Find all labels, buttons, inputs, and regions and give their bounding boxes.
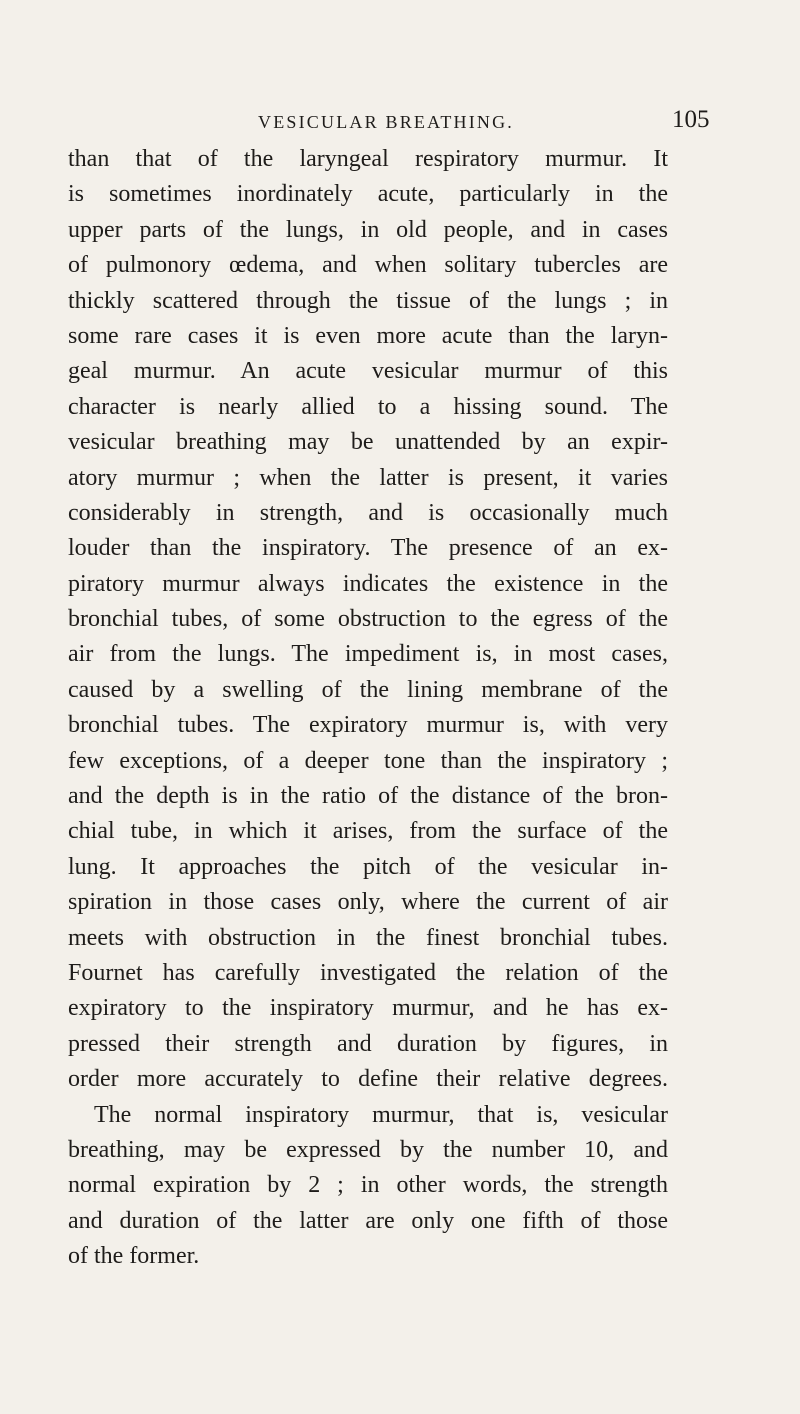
text-line: considerably in strength, and is occasionally much [68,499,668,526]
text-line: air from the lungs. The impediment is, in most cases, [68,641,668,668]
text-line: pressed their strength and duration by figures, in [68,1030,668,1057]
text-line: chial tube, in which it arises, from the surface of the [68,818,668,845]
text-line: geal murmur. An acute vesicular murmur of this [68,358,668,385]
text-line: and the depth is in the ratio of the distance of the bron- [68,783,668,810]
text-line: Fournet has carefully investigated the relation of the [68,959,668,986]
text-line: than that of the laryngeal respiratory murmur. It [68,146,668,172]
text-line: order more accurately to define their relative degrees. [68,1066,668,1093]
text-line: is sometimes inordinately acute, particularly in the [68,181,668,208]
text-line: bronchial tubes. The expiratory murmur is, with very [68,712,668,739]
text-line: caused by a swelling of the lining membrane of the [68,676,668,703]
text-line: expiratory to the inspiratory murmur, and he has ex- [68,995,668,1022]
text-line: few exceptions, of a deeper tone than the inspiratory ; [68,747,668,774]
text-line: of pulmonory œdema, and when solitary tubercles are [68,252,668,279]
text-line: lung. It approaches the pitch of the vesicular in- [68,853,668,880]
text-line: The normal inspiratory murmur, that is, vesicular [94,1101,668,1128]
running-head: VESICULAR BREATHING. [258,112,515,132]
text-line: of the former. [68,1243,200,1270]
text-line: meets with obstruction in the finest bronchial tubes. [68,924,668,951]
body-text [68,142,668,1275]
text-line: character is nearly allied to a hissing sound. The [68,393,668,420]
text-line: thickly scattered through the tissue of the lungs ; in [68,287,668,314]
text-line: atory murmur ; when the latter is present, it varies [68,464,668,491]
text-line: spiration in those cases only, where the current of air [68,889,668,916]
text-line: vesicular breathing may be unattended by an expir- [68,429,668,456]
text-line: normal expiration by 2 ; in other words, the strength [68,1172,668,1199]
page-number: 105 [672,106,710,133]
text-line: upper parts of the lungs, in old people, and in cases [68,216,668,243]
text-line: some rare cases it is even more acute than the laryn- [68,322,668,349]
text-line: louder than the inspiratory. The presence of an ex- [68,535,668,562]
text-line: bronchial tubes, of some obstruction to the egress of the [68,606,668,633]
text-line: breathing, may be expressed by the number 10, and [68,1136,668,1163]
text-line: and duration of the latter are only one fifth of those [68,1207,668,1234]
text-line: piratory murmur always indicates the existence in the [68,570,668,597]
